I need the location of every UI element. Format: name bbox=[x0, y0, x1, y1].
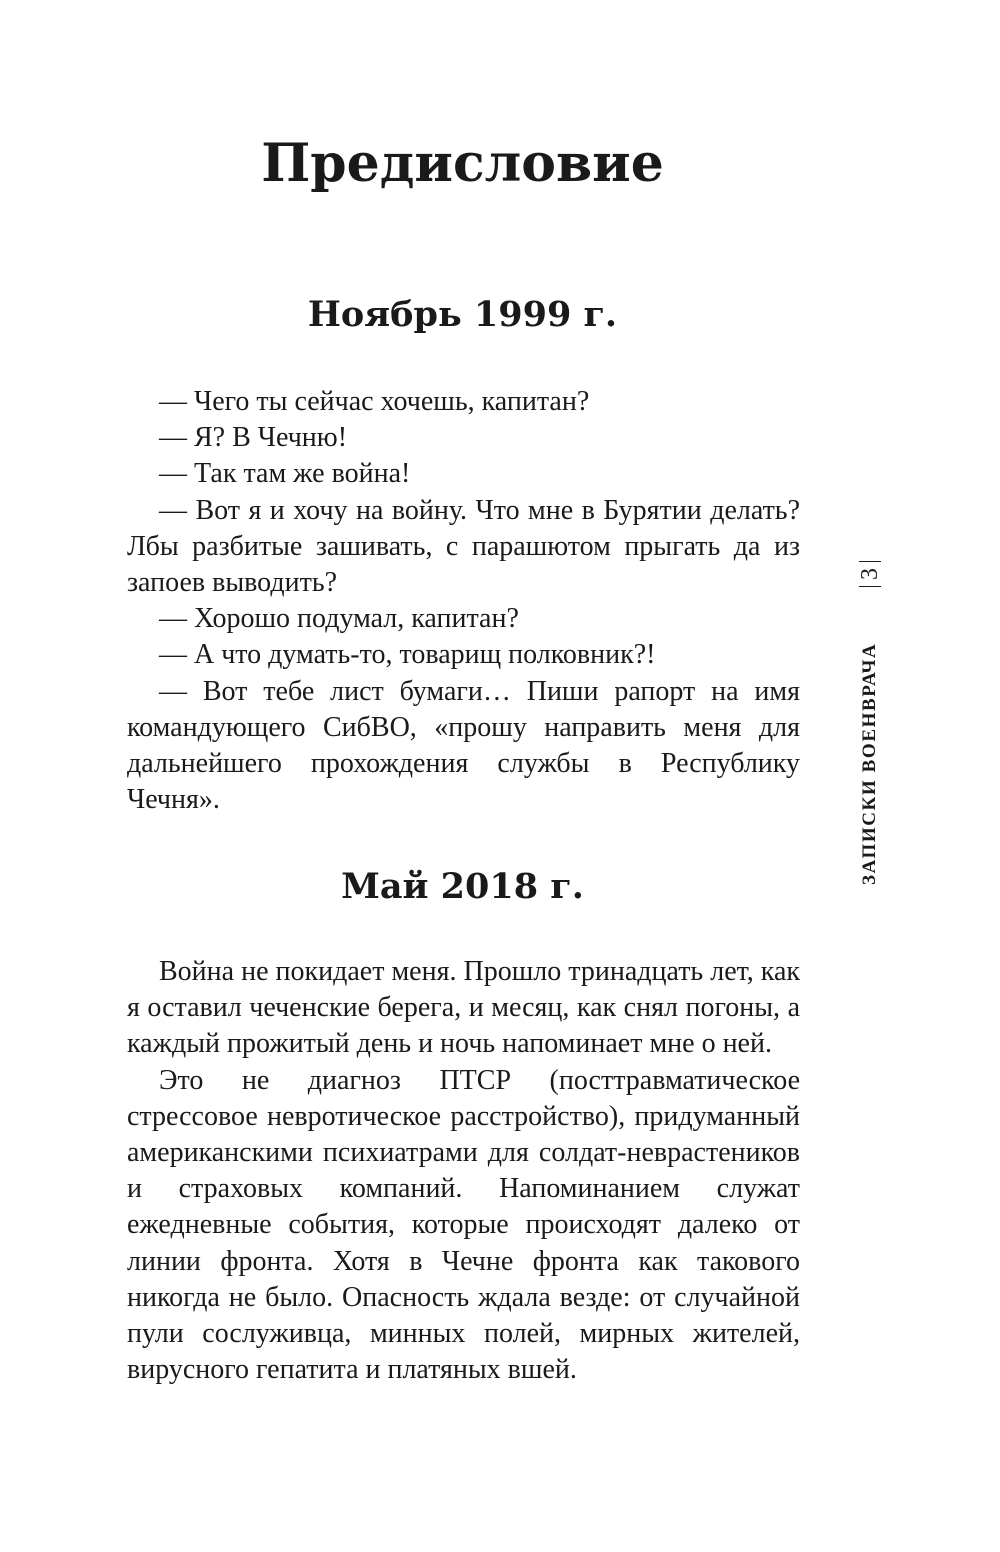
running-head bbox=[844, 545, 896, 885]
running-head-text bbox=[844, 545, 896, 885]
dialogue-line: — Так там же война! bbox=[159, 458, 411, 490]
dialogue-line: — Вот я и хочу на войну. Что мне в Бурятии делать? Лбы разбитые зашивать, с парашютом прыгать да из запоев выводить? bbox=[127, 494, 800, 599]
dialogue-line: — Хорошо подумал, капитан? bbox=[159, 603, 519, 635]
page-title: Предисловие bbox=[261, 133, 664, 194]
dialogue-line: — Чего ты сейчас хочешь, капитан? bbox=[159, 386, 590, 417]
book-title: ЗАПИСКИ ВОЕНВРАЧА bbox=[859, 642, 880, 885]
prose-block bbox=[127, 954, 800, 1388]
paragraph: Война не покидает меня. Прошло тринадцать лет, как я оставил чеченские берега, и месяц, как снял погоны, а каждый прожитый день и ночь напоминает мне о ней. bbox=[127, 956, 800, 1060]
paragraph: Это не диагноз ПТСР (посттравматическое стрессовое невротическое расстройство), придуманный американскими психиатрами для солдат-неврастеников и страховых компаний. Напоминанием служат ежедневные события, которые происходят далеко от линии фронта. Хотя в Чечне фронта как такового никогда не было. Опасность ждала везде: от случайной пули сослуживца, минных полей, мирных жителей, вирусного гепатита и платяных вшей. bbox=[127, 1064, 800, 1386]
dialogue-line: — Вот тебе лист бумаги… Пиши рапорт на имя командующего СибВО, «прошу направить меня для дальнейшего прохождения службы в Республику Чечня». bbox=[127, 675, 800, 816]
dialogue-line: — Я? В Чечню! bbox=[159, 422, 348, 454]
section-heading-may-2018: Май 2018 г. bbox=[341, 866, 584, 907]
page-number: 3 bbox=[859, 561, 881, 587]
dialogue-line: — А что думать-то, товарищ полковник?! bbox=[159, 639, 656, 671]
section-heading-november-1999: Ноябрь 1999 г. bbox=[307, 294, 618, 335]
dialogue-block bbox=[127, 384, 800, 818]
